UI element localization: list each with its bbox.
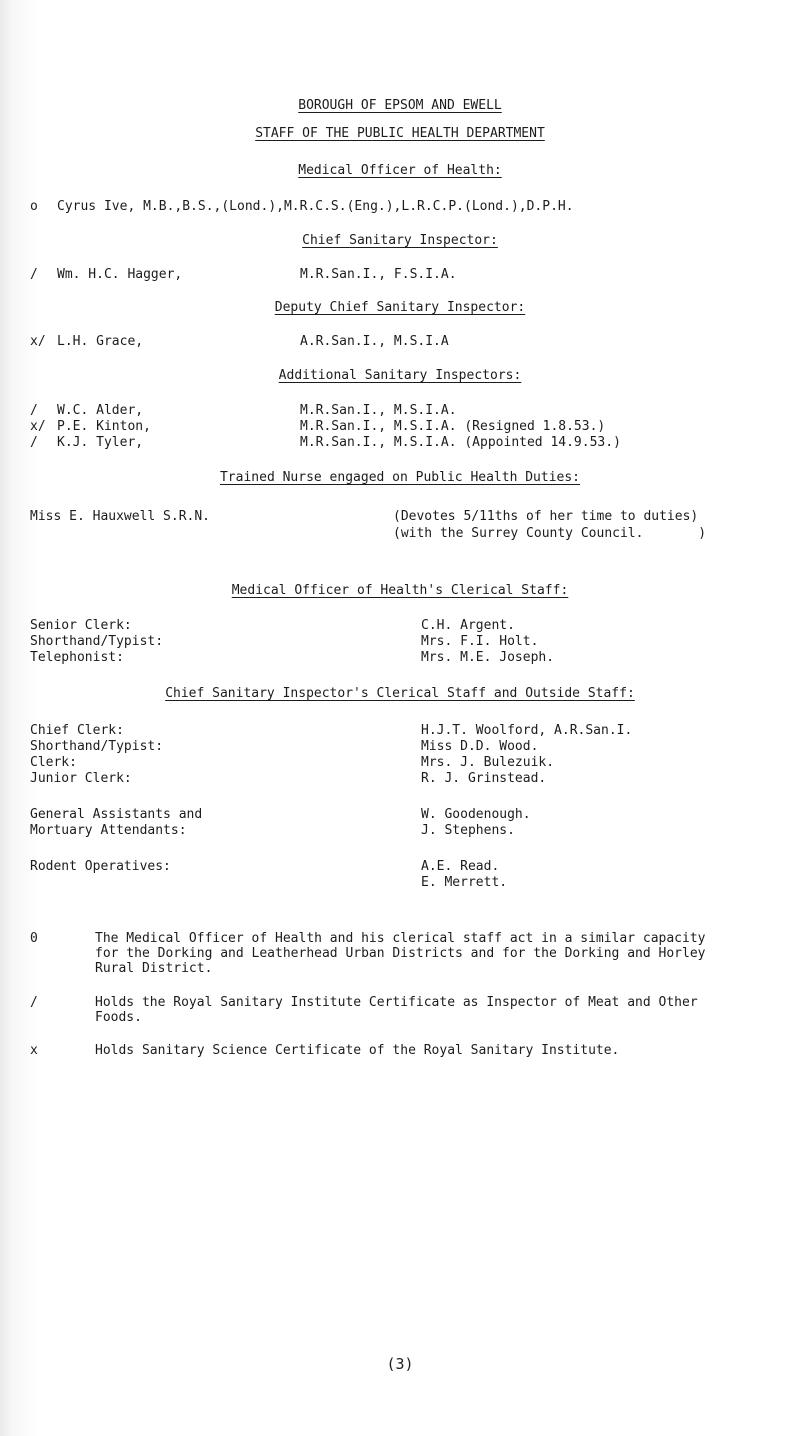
csi-quals: M.R.San.I., F.S.I.A. bbox=[300, 267, 457, 282]
page-number: (3) bbox=[386, 1355, 414, 1373]
moh-clerical-role: Senior Clerk: bbox=[30, 618, 132, 633]
moh-clerical-name: C.H. Argent. bbox=[421, 618, 515, 633]
dcsi-heading: Deputy Chief Sanitary Inspector: bbox=[274, 300, 526, 315]
asi-row-quals: M.R.San.I., M.S.I.A. bbox=[300, 403, 457, 418]
csi-clerical-name: H.J.T. Woolford, A.R.San.I. bbox=[421, 723, 633, 738]
note-text: The Medical Officer of Health and his clerical staff act in a similar capacity for the Dorking and Leatherhead Urban Districts and for the Dorking and Horley Rural District. bbox=[95, 931, 706, 976]
moh-mark: o bbox=[30, 199, 38, 214]
nurse-name: Miss E. Hauxwell S.R.N. bbox=[30, 509, 211, 524]
document-subtitle: STAFF OF THE PUBLIC HEALTH DEPARTMENT bbox=[255, 126, 545, 141]
csi-clerical-heading: Chief Sanitary Inspector's Clerical Staff and Outside Staff: bbox=[165, 686, 635, 701]
csi-clerical-role: Rodent Operatives: bbox=[30, 859, 171, 874]
csi-clerical-role: Chief Clerk: bbox=[30, 723, 124, 738]
csi-heading: Chief Sanitary Inspector: bbox=[302, 233, 498, 248]
asi-row-name: W.C. Alder, bbox=[57, 403, 144, 418]
moh-clerical-heading: Medical Officer of Health's Clerical Staff: bbox=[231, 583, 569, 598]
note-mark: / bbox=[30, 995, 38, 1010]
csi-clerical-role: Mortuary Attendants: bbox=[30, 823, 187, 838]
note-text: Holds Sanitary Science Certificate of the Royal Sanitary Institute. bbox=[95, 1043, 620, 1058]
asi-row-quals: M.R.San.I., M.S.I.A. (Appointed 14.9.53.) bbox=[300, 435, 621, 450]
nurse-note-line1: (Devotes 5/11ths of her time to duties) bbox=[393, 509, 699, 524]
dcsi-mark: x/ bbox=[30, 334, 46, 349]
note-mark: 0 bbox=[30, 931, 38, 946]
moh-clerical-role: Shorthand/Typist: bbox=[30, 634, 164, 649]
nurse-note-line2: (with the Surrey County Council. ) bbox=[393, 526, 707, 541]
asi-row-mark: x/ bbox=[30, 419, 46, 434]
asi-row-name: P.E. Kinton, bbox=[57, 419, 151, 434]
csi-clerical-name: Miss D.D. Wood. bbox=[421, 739, 539, 754]
dcsi-quals: A.R.San.I., M.S.I.A bbox=[300, 334, 449, 349]
dcsi-name: L.H. Grace, bbox=[57, 334, 144, 349]
asi-row-name: K.J. Tyler, bbox=[57, 435, 144, 450]
csi-clerical-role: Junior Clerk: bbox=[30, 771, 132, 786]
moh-entry: Cyrus Ive, M.B.,B.S.,(Lond.),M.R.C.S.(Eng.),L.R.C.P.(Lond.),D.P.H. bbox=[57, 199, 574, 214]
moh-clerical-name: Mrs. F.I. Holt. bbox=[421, 634, 539, 649]
asi-row-quals: M.R.San.I., M.S.I.A. (Resigned 1.8.53.) bbox=[300, 419, 606, 434]
csi-clerical-name: E. Merrett. bbox=[421, 875, 508, 890]
csi-clerical-name: J. Stephens. bbox=[421, 823, 515, 838]
note-mark: x bbox=[30, 1043, 38, 1058]
moh-heading: Medical Officer of Health: bbox=[298, 163, 502, 178]
csi-name: Wm. H.C. Hagger, bbox=[57, 267, 183, 282]
asi-row-mark: / bbox=[30, 435, 38, 450]
moh-clerical-name: Mrs. M.E. Joseph. bbox=[421, 650, 555, 665]
csi-clerical-role: Clerk: bbox=[30, 755, 77, 770]
csi-mark: / bbox=[30, 267, 38, 282]
csi-clerical-role: Shorthand/Typist: bbox=[30, 739, 164, 754]
nurse-heading: Trained Nurse engaged on Public Health Duties: bbox=[219, 470, 581, 485]
csi-clerical-name: R. J. Grinstead. bbox=[421, 771, 547, 786]
note-text: Holds the Royal Sanitary Institute Certificate as Inspector of Meat and Other Foods. bbox=[95, 995, 698, 1025]
document-title: BOROUGH OF EPSOM AND EWELL bbox=[298, 98, 502, 113]
csi-clerical-name: Mrs. J. Bulezuik. bbox=[421, 755, 555, 770]
asi-row-mark: / bbox=[30, 403, 38, 418]
csi-clerical-name: W. Goodenough. bbox=[421, 807, 531, 822]
csi-clerical-role: General Assistants and bbox=[30, 807, 203, 822]
csi-clerical-name: A.E. Read. bbox=[421, 859, 500, 874]
moh-clerical-role: Telephonist: bbox=[30, 650, 124, 665]
asi-heading: Additional Sanitary Inspectors: bbox=[278, 368, 522, 383]
